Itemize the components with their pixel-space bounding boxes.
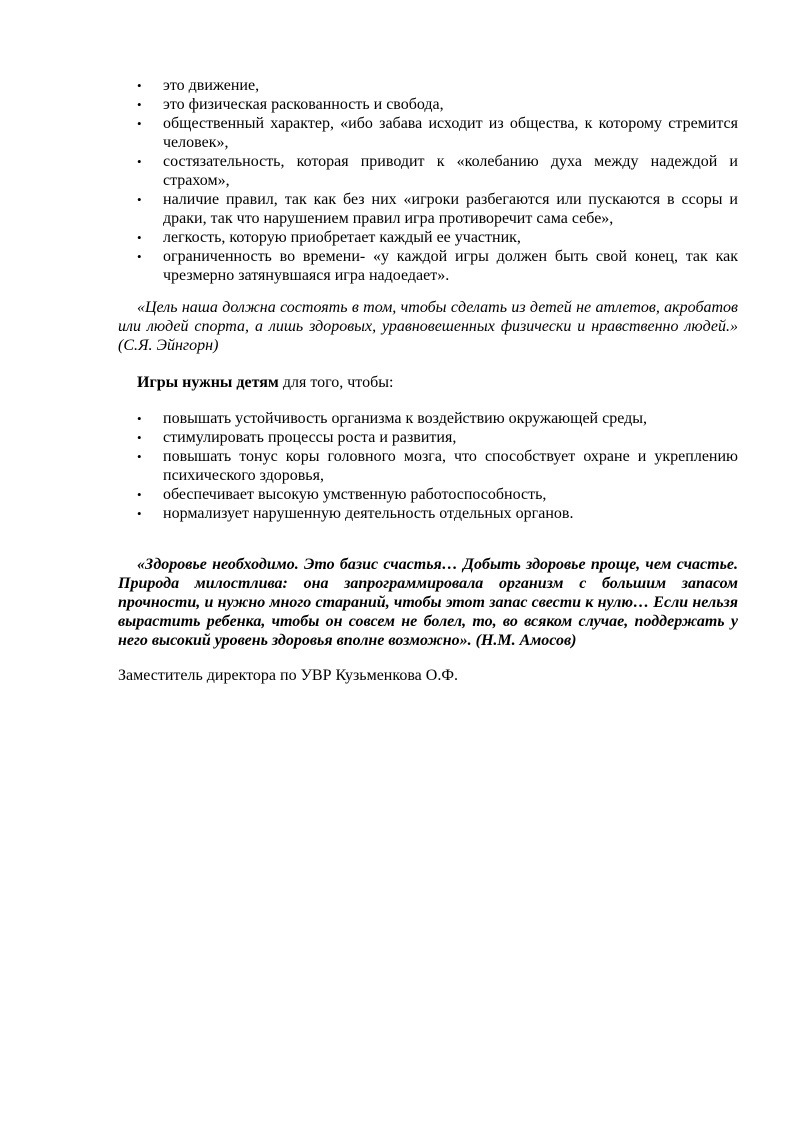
bullet-icon: • <box>137 249 142 264</box>
list-item-text: легкость, которую приобретает каждый ее участник, <box>163 229 521 246</box>
list-item-text: это физическая раскованность и свобода, <box>163 96 444 113</box>
list-item-text: повышать устойчивость организма к воздействию окружающей среды, <box>163 410 647 427</box>
bullet-icon: • <box>137 411 142 426</box>
list-item <box>118 114 738 152</box>
bullet-icon: • <box>137 192 142 207</box>
bullet-icon: • <box>137 430 142 445</box>
list-item-text: нормализует нарушенную деятельность отдельных органов. <box>163 505 574 522</box>
games-intro <box>137 373 393 392</box>
list-item <box>118 152 738 190</box>
list-item <box>118 504 738 523</box>
list-item <box>118 428 738 447</box>
list-item <box>118 228 738 247</box>
signature: Заместитель директора по УВР Кузьменкова О.Ф. <box>118 667 458 684</box>
list-item <box>118 247 738 285</box>
list-item <box>118 95 738 114</box>
bullet-icon: • <box>137 449 142 464</box>
list-item-text: это движение, <box>163 77 260 94</box>
bullet-icon: • <box>137 487 142 502</box>
list-item-text: ограниченность во времени- «у каждой игры должен быть свой конец, так как чрезмерно затянувшаяся игра надоедает». <box>163 248 738 284</box>
games-intro-rest: для того, чтобы: <box>278 374 394 391</box>
games-benefits-list <box>118 409 738 523</box>
bullet-icon: • <box>137 154 142 169</box>
list-item <box>118 409 738 428</box>
bullet-icon: • <box>137 506 142 521</box>
list-item-text: повышать тонус коры головного мозга, что способствует охране и укреплению психического здоровья, <box>163 448 738 484</box>
eingorn-quote: «Цель наша должна состоять в том, чтобы сделать из детей не атлетов, акробатов или людей спорта, а лишь здоровых, уравновешенных физически и нравственно людей.» (С.Я. Эйнгорн) <box>118 299 738 354</box>
list-item-text: обеспечивает высокую умственную работоспособность, <box>163 486 547 503</box>
bullet-icon: • <box>137 97 142 112</box>
list-item-text: состязательность, которая приводит к «колебанию духа между надеждой и страхом», <box>163 153 738 189</box>
list-item-text: общественный характер, «ибо забава исходит из общества, к которому стремится человек», <box>163 115 738 151</box>
list-item <box>118 485 738 504</box>
games-intro-bold: Игры нужны детям <box>137 374 279 391</box>
bullet-icon: • <box>137 78 142 93</box>
list-item <box>118 76 738 95</box>
bullet-icon: • <box>137 230 142 245</box>
bullet-icon: • <box>137 116 142 131</box>
list-item-text: стимулировать процессы роста и развития, <box>163 429 457 446</box>
game-features-list <box>118 76 738 285</box>
amosov-quote: «Здоровье необходимо. Это базис счастья… Добыть здоровье проще, чем счастье. Природа милостлива: она запрограммировала организм с большим запасом прочности, и нужно много стараний, чтобы этот запас свести к нулю… Если нельзя вырастить ребенка, чтобы он совсем не болел, то, во всяком случае, поддержать у него высокий уровень здоровья вполне возможно». (Н.М. Амосов) <box>118 556 738 649</box>
list-item <box>118 190 738 228</box>
list-item-text: наличие правил, так как без них «игроки разбегаются или пускаются в ссоры и драки, так что нарушением правил игра противоречит сама себе», <box>163 191 738 227</box>
list-item <box>118 447 738 485</box>
